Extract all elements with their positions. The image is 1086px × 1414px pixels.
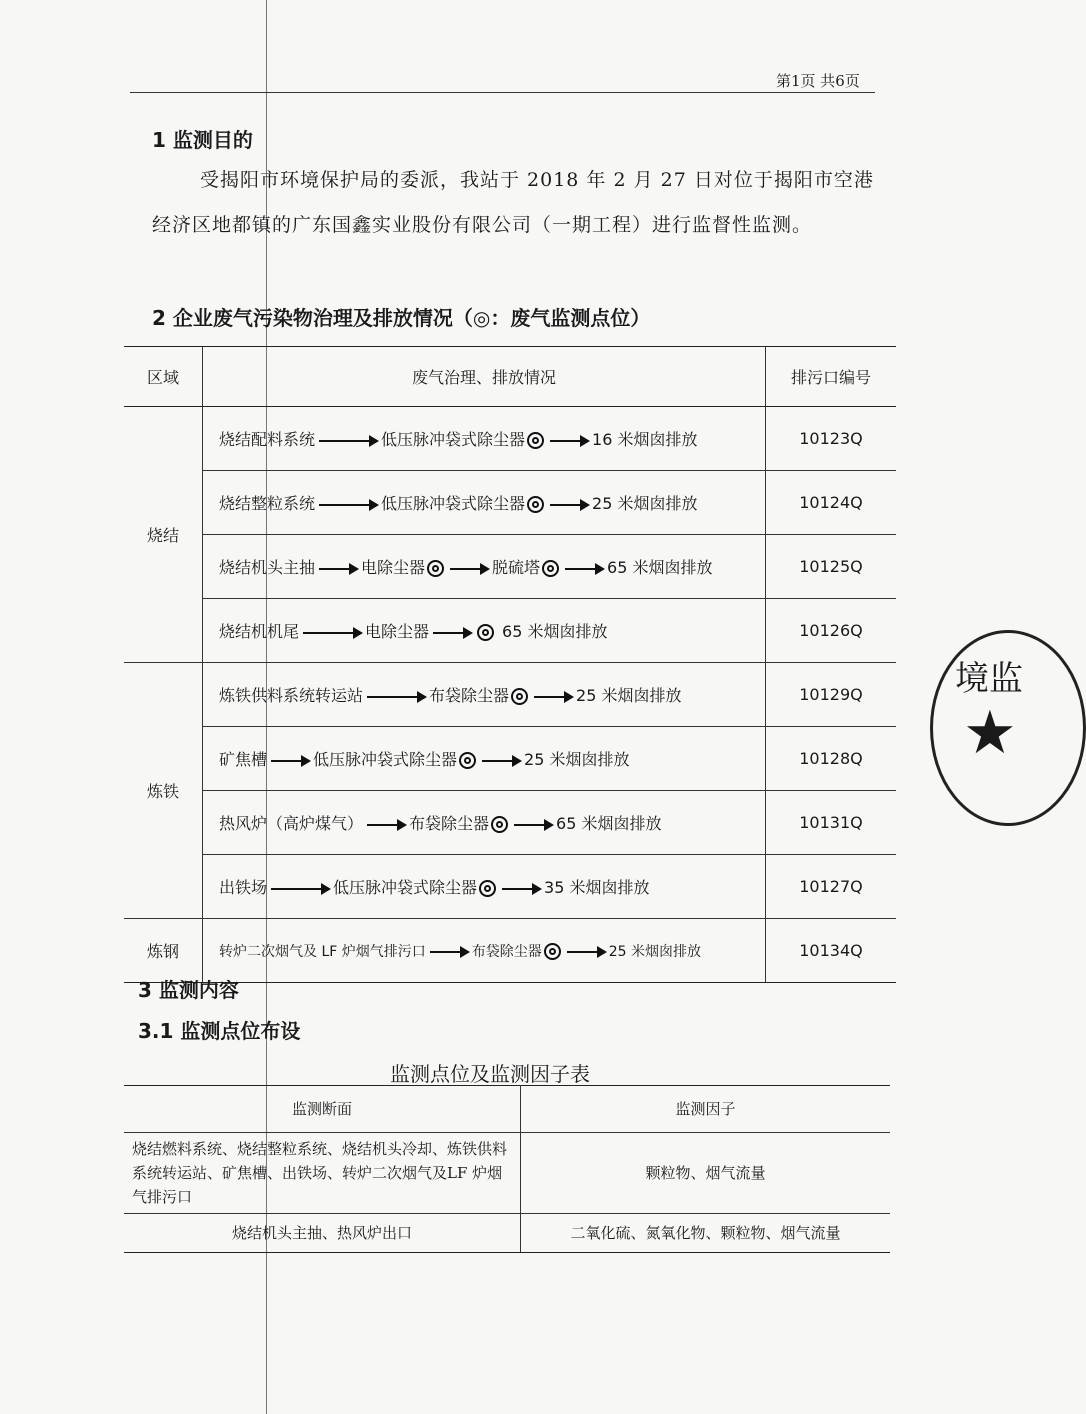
- section-cell: 烧结机头主抽、热风炉出口: [124, 1214, 521, 1253]
- table-header-row: [124, 1086, 890, 1133]
- arrow-icon: [534, 696, 572, 698]
- flow-source: 炼铁供料系统转运站: [219, 686, 364, 705]
- flow-output: 25 米烟囱排放: [592, 494, 698, 513]
- flow-source: 热风炉（高炉煤气）: [219, 814, 364, 833]
- outlet-code: 10131Q: [766, 791, 897, 855]
- section-3-title: 3 监测内容: [138, 978, 239, 1002]
- table-row: [124, 727, 896, 791]
- table-row: [124, 919, 896, 983]
- flow-cell: [203, 919, 766, 983]
- flow-cell: [203, 535, 766, 599]
- flow-source: 烧结整粒系统: [219, 494, 316, 513]
- flow-device: 低压脉冲袋式除尘器: [381, 430, 526, 449]
- outlet-code: 10134Q: [766, 919, 897, 983]
- header-region: 区域: [124, 347, 203, 407]
- flow-device: 低压脉冲袋式除尘器: [381, 494, 526, 513]
- table-row: [124, 1214, 890, 1253]
- flow-cell: [203, 727, 766, 791]
- monitoring-point-icon: [479, 880, 496, 897]
- header-factor: 监测因子: [521, 1086, 891, 1133]
- arrow-icon: [430, 951, 468, 953]
- arrow-icon: [271, 760, 309, 762]
- flow-device-2: 脱硫塔: [492, 558, 541, 577]
- arrow-icon: [367, 696, 425, 698]
- section-2-title: 2 企业废气污染物治理及排放情况（◎：废气监测点位）: [152, 306, 651, 330]
- monitoring-point-icon: [511, 688, 528, 705]
- monitoring-point-icon: [542, 560, 559, 577]
- arrow-icon: [502, 888, 540, 890]
- outlet-code: 10124Q: [766, 471, 897, 535]
- emission-table-header: [124, 347, 896, 407]
- arrow-icon: [367, 824, 405, 826]
- flow-output: 65 米烟囱排放: [556, 814, 662, 833]
- flow-device: 布袋除尘器: [409, 814, 490, 833]
- monitoring-point-icon: [459, 752, 476, 769]
- flow-device: 电除尘器: [365, 622, 430, 641]
- arrow-icon: [565, 568, 603, 570]
- monitoring-point-icon: [491, 816, 508, 833]
- factor-cell: 二氧化硫、氮氧化物、颗粒物、烟气流量: [521, 1214, 891, 1253]
- arrow-icon: [433, 632, 471, 634]
- flow-output: 25 米烟囱排放: [576, 686, 682, 705]
- flow-cell: [203, 855, 766, 919]
- table-row: [124, 791, 896, 855]
- monitoring-point-icon: [427, 560, 444, 577]
- flow-source: 矿焦槽: [219, 750, 268, 769]
- table-row: [124, 1133, 890, 1214]
- star-icon: ★: [963, 698, 1017, 768]
- outlet-code: 10126Q: [766, 599, 897, 663]
- outlet-code: 10123Q: [766, 407, 897, 471]
- flow-cell: [203, 791, 766, 855]
- arrow-icon: [567, 951, 605, 953]
- outlet-code: 10125Q: [766, 535, 897, 599]
- outlet-code: 10127Q: [766, 855, 897, 919]
- table-row: [124, 535, 896, 599]
- flow-device: 布袋除尘器: [471, 943, 542, 960]
- arrow-icon: [303, 632, 361, 634]
- seal-text: 境监: [955, 659, 1023, 699]
- header-rule: [130, 92, 875, 93]
- flow-source: 转炉二次烟气及 LF 炉烟气排污口: [219, 943, 426, 960]
- flow-output: 65 米烟囱排放: [607, 558, 713, 577]
- monitoring-point-icon: [477, 624, 494, 641]
- table-row: [124, 855, 896, 919]
- outlet-code: 10129Q: [766, 663, 897, 727]
- flow-output: 25 米烟囱排放: [608, 943, 702, 960]
- table-caption: 监测点位及监测因子表: [390, 1062, 590, 1086]
- flow-device: 低压脉冲袋式除尘器: [333, 878, 478, 897]
- arrow-icon: [319, 568, 357, 570]
- flow-source: 烧结机头主抽: [219, 558, 316, 577]
- region-cell: 炼铁: [124, 663, 203, 919]
- arrow-icon: [482, 760, 520, 762]
- section-1-title: 1 监测目的: [152, 128, 253, 152]
- table-row: [124, 471, 896, 535]
- arrow-icon: [550, 440, 588, 442]
- factor-cell: 颗粒物、烟气流量: [521, 1133, 891, 1214]
- monitoring-point-icon: [544, 943, 561, 960]
- flow-device: 低压脉冲袋式除尘器: [313, 750, 458, 769]
- monitoring-point-icon: [527, 432, 544, 449]
- flow-source: 烧结机机尾: [219, 622, 300, 641]
- flow-cell: [203, 663, 766, 727]
- header-section: 监测断面: [124, 1086, 521, 1133]
- flow-output: 35 米烟囱排放: [544, 878, 650, 897]
- page-number: 第1页 共6页: [776, 72, 860, 90]
- section-3-1-title: 3.1 监测点位布设: [138, 1019, 301, 1043]
- arrow-icon: [319, 504, 377, 506]
- flow-cell: [203, 599, 766, 663]
- flow-cell: [203, 407, 766, 471]
- arrow-icon: [271, 888, 329, 890]
- arrow-icon: [550, 504, 588, 506]
- header-code: 排污口编号: [766, 347, 897, 407]
- arrow-icon: [450, 568, 488, 570]
- flow-source: 烧结配料系统: [219, 430, 316, 449]
- arrow-icon: [514, 824, 552, 826]
- flow-cell: [203, 471, 766, 535]
- emission-table: [124, 346, 896, 983]
- monitoring-point-icon: [527, 496, 544, 513]
- outlet-code: 10128Q: [766, 727, 897, 791]
- flow-source: 出铁场: [219, 878, 268, 897]
- section-1-paragraph: 受揭阳市环境保护局的委派，我站于 2018 年 2 月 27 日对位于揭阳市空港经济区地都镇的广东国鑫实业股份有限公司（一期工程）进行监督性监测。: [152, 169, 874, 236]
- flow-output: 25 米烟囱排放: [524, 750, 630, 769]
- header-flow: 废气治理、排放情况: [203, 347, 766, 407]
- flow-output: 65 米烟囱排放: [502, 622, 608, 641]
- table-row: [124, 663, 896, 727]
- region-cell: 炼钢: [124, 919, 203, 983]
- monitoring-factor-table: [124, 1085, 890, 1253]
- section-cell: 烧结燃料系统、烧结整粒系统、烧结机头冷却、炼铁供料系统转运站、矿焦槽、出铁场、转炉二次烟气及LF 炉烟气排污口: [124, 1133, 521, 1214]
- arrow-icon: [319, 440, 377, 442]
- table-row: [124, 599, 896, 663]
- table-row: [124, 407, 896, 471]
- flow-device: 布袋除尘器: [429, 686, 510, 705]
- region-cell: 烧结: [146, 526, 179, 545]
- flow-output: 16 米烟囱排放: [592, 430, 698, 449]
- official-seal: [930, 630, 1086, 826]
- flow-device: 电除尘器: [361, 558, 426, 577]
